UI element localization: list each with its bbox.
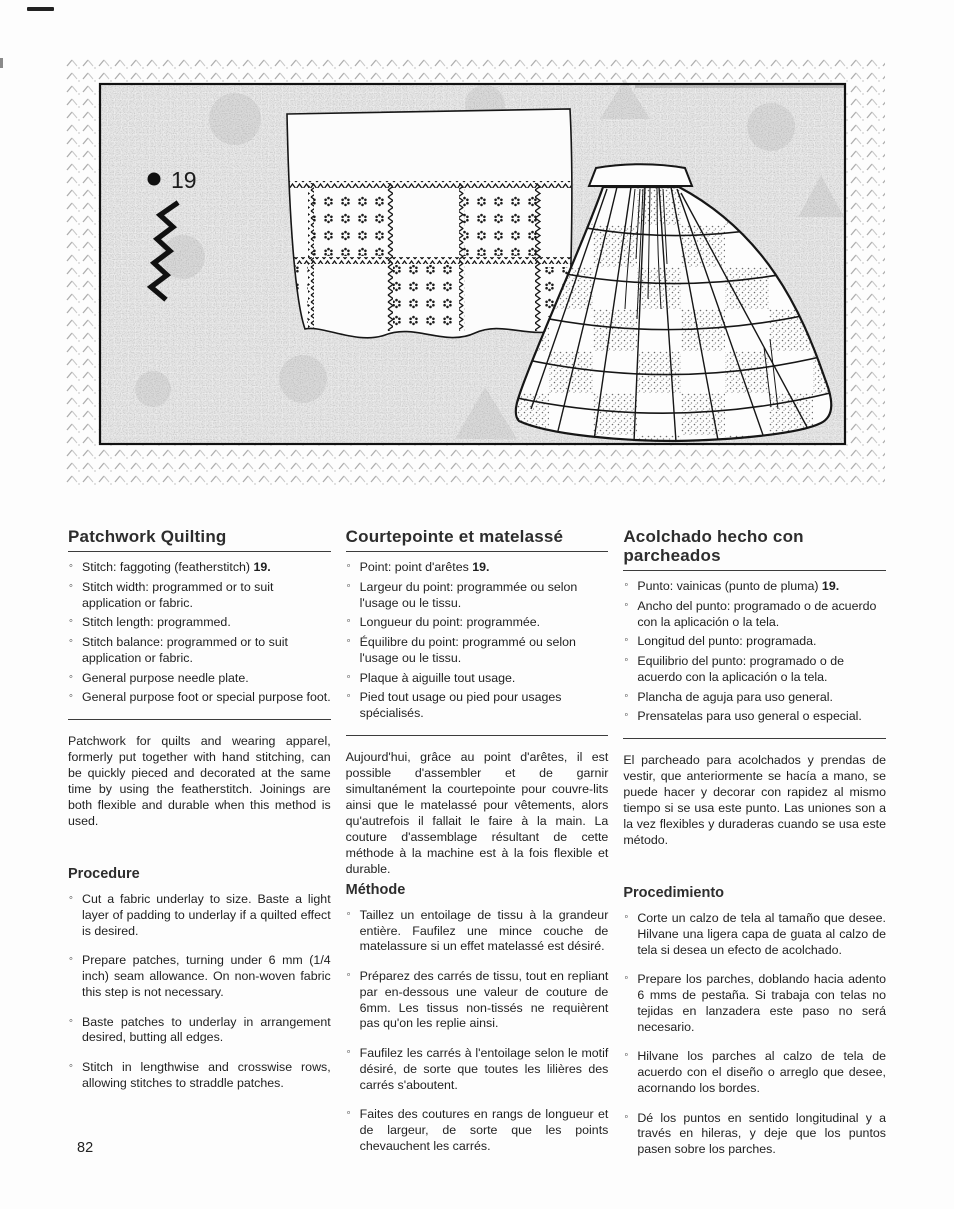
spec-item: ◦ Stitch length: programmed.: [68, 615, 331, 631]
section-title: Patchwork Quilting: [68, 527, 227, 546]
spec-item: ◦ General purpose foot or special purpose foot.: [68, 690, 331, 706]
column-spanish: [623, 527, 886, 1172]
spec-item: ◦ General purpose needle plate.: [68, 671, 331, 687]
step-item: ◦ Corte un calzo de tela al tamaño que desee. Hilvane una ligera capa de guata al calzo de tela si desea un efecto de acolchado.: [623, 911, 886, 958]
step-item: ◦ Cut a fabric underlay to size. Baste a light layer of padding to underlay if a quilted effect is desired.: [68, 892, 331, 939]
column-english: [68, 527, 331, 1172]
scan-artifact-tick: [0, 58, 3, 68]
floral-patch: [463, 190, 537, 256]
procedure-step-list: [346, 908, 609, 1155]
floral-patch: [313, 190, 387, 256]
procedure-step-list: [68, 892, 331, 1092]
spec-item: ◦ Largeur du point: programmée ou selon l'usage ou le tissu.: [346, 580, 609, 612]
stitch-number-label: 19: [171, 167, 197, 193]
procedure-title: Procedimiento: [623, 885, 725, 902]
spec-item: ◦ Prensatelas para uso general o especial.: [623, 709, 886, 725]
spec-item: ◦ Pied tout usage ou pied pour usages spécialisés.: [346, 690, 609, 722]
spec-item: ◦ Longueur du point: programmée.: [346, 615, 609, 631]
step-item: ◦ Faites des coutures en rangs de longueur et de largeur, de sorte que les points chevauchent les carrés.: [346, 1107, 609, 1154]
step-item: ◦ Baste patches to underlay in arrangement desired, butting all edges.: [68, 1015, 331, 1047]
spec-item: ◦ Stitch balance: programmed or to suit application or fabric.: [68, 635, 331, 667]
step-item: ◦ Stitch in lengthwise and crosswise rows, allowing stitches to straddle patches.: [68, 1060, 331, 1092]
column-french: [346, 527, 609, 1172]
page-number: 82: [77, 1140, 94, 1156]
step-item: ◦ Hilvane los parches al calzo de tela de acuerdo con el diseño o arreglo que desee, acornando los bordes.: [623, 1049, 886, 1096]
intro-paragraph: El parcheado para acolchados y prendas de vestir, que anteriormente se hacía a mano, se puede hacer y decorar con rapidez al mismo tiempo si se usa este punto. Las uniones son a la vez flexibles y duraderas cuando se usa este método.: [623, 753, 886, 848]
step-item: ◦ Prepare los parches, doblando hacia adento 6 mms de pestaña. Si trabaja con telas no tejidas en lanzadera este paso no será necesario.: [623, 972, 886, 1035]
stitch-dot-icon: [148, 173, 161, 186]
quilt-fabric-illustration: [283, 109, 572, 338]
floral-patch: [393, 265, 460, 327]
skirt-waistband: [589, 164, 692, 186]
step-item: ◦ Taillez un entoilage de tissu à la grandeur entière. Faufilez une mince couche de matelassure si un effet matelassé est désiré.: [346, 908, 609, 955]
text-columns: [68, 527, 886, 1172]
seam-zigzag: [284, 257, 571, 264]
step-item: ◦ Prepare patches, turning under 6 mm (1/4 inch) seam allowance. On non-woven fabric this step is not necessary.: [68, 953, 331, 1000]
intro-paragraph: Patchwork for quilts and wearing apparel, formerly put together with hand stitching, can be quickly pieced and decorated at the same time by using the featherstitch. Joinings are both flexible and durable when this method is used.: [68, 734, 331, 829]
spec-item: ◦ Point: point d'arêtes 19.: [346, 560, 609, 576]
procedure-title: Méthode: [345, 881, 406, 898]
spec-item: ◦ Equilibrio del punto: programado o de acuerdo con la aplicación o la tela.: [623, 654, 886, 686]
scan-artifact-dash: [27, 7, 54, 11]
spec-item: ◦ Plaque à aiguille tout usage.: [346, 671, 609, 687]
seam-zigzag: [535, 183, 541, 331]
figure-svg: [65, 57, 885, 487]
seam-zigzag: [387, 183, 393, 331]
spec-item: ◦ Longitud del punto: programada.: [623, 634, 886, 650]
stitch-spec-list: [68, 551, 331, 720]
step-item: ◦ Préparez des carrés de tissu, tout en repliant par en-dessous une valeur de couture de 6mm. Les tissus non-tissés ne requièrent pas qu'on les replie ainsi.: [346, 969, 609, 1032]
spec-item: ◦ Ancho del punto: programado o de acuerdo con la aplicación o la tela.: [623, 599, 886, 631]
seam-zigzag: [459, 183, 465, 331]
stitch-spec-list: [623, 570, 886, 739]
procedure-title: Procedure: [68, 866, 140, 883]
seam-zigzag: [308, 183, 314, 331]
seam-zigzag: [284, 181, 571, 188]
figure: [65, 57, 885, 487]
spec-item: ◦ Stitch width: programmed or to suit application or fabric.: [68, 580, 331, 612]
stitch-spec-list: [346, 551, 609, 736]
section-title: Courtepointe et matelassé: [345, 527, 564, 546]
spec-item: ◦ Équilibre du point: programmé ou selon l'usage ou le tissu.: [346, 635, 609, 667]
section-title: Acolchado hecho con parcheados: [623, 527, 804, 566]
spec-item: ◦ Punto: vainicas (punto de pluma) 19.: [623, 579, 886, 595]
procedure-step-list: [623, 911, 886, 1158]
step-item: ◦ Faufilez les carrés à l'entoilage selon le motif désiré, de sorte que toutes les lilières des carrés s'aboutent.: [346, 1046, 609, 1093]
spec-item: ◦ Stitch: faggoting (featherstitch) 19.: [68, 560, 331, 576]
step-item: ◦ Dé los puntos en sentido longitudinal y a través en hileras, y deje que los puntos pasen sobre los parches.: [623, 1111, 886, 1158]
intro-paragraph: Aujourd'hui, grâce au point d'arêtes, il est possible d'assembler et de garnir simultanément la courtepointe pour couvre-lits ainsi que le matelassé pour vêtements, alors qu'autrefois il fallait le faire à la main. La couture d'assemblage résultant de cette méthode à la machine est à la fois flexible et durable.: [345, 749, 609, 876]
spec-item: ◦ Plancha de aguja para uso general.: [623, 690, 886, 706]
